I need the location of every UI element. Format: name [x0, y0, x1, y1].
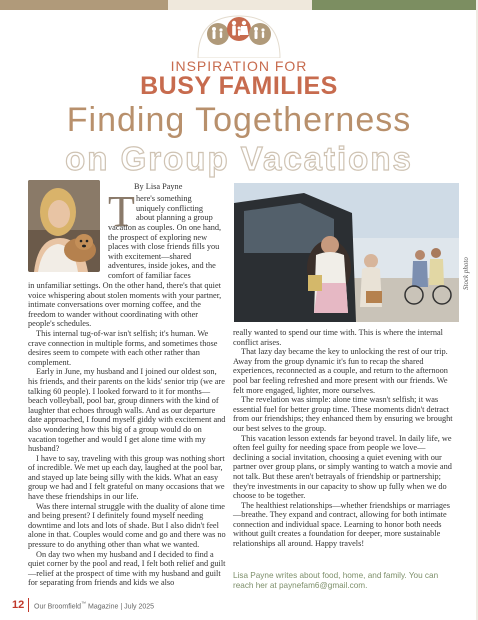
paragraph: Was there internal struggle with the duality of alone time and being present? I definitely found myself needing downtime and lots and lots of shade. But I also didn't feel alone in that. Couples would come and go and there was no pressure to do anything other than what we wanted.	[28, 501, 226, 550]
paragraph: On day two when my husband and I decided to find a quiet corner by the pool and read, I felt both relief and guilt—relief at the prospect of time with my husband and guilt for separating from friends and kids we also	[28, 549, 226, 588]
paragraph: I have to say, traveling with this group was nothing short of incredible. We met up each day, laughed at the pool bar, and stayed up late being silly with the kids. What an easy group we had and I felt grateful on many occasions that we have these friendships in our life.	[28, 453, 225, 502]
page-number: 12	[12, 599, 25, 611]
stock-photo-group-vacation	[234, 183, 459, 322]
paragraph: The revelation was simple: alone time wasn't selfish; it was essential fuel for better group time. These moments didn't detract from our friendships; they enhanced them by ensuring we brought our best selves to the group.	[233, 395, 453, 433]
folio-publication	[34, 601, 154, 610]
paragraph: That lazy day became the key to unlocking the rest of our trip. Away from the group dynamic it's fun to recap the shared experiences, reconnected as a couple, and return to the afternoon pool bar feeling refreshed and more present with our friends. We felt more engaged, lighter, more ourselves.	[233, 347, 448, 395]
intro-line: here's something	[136, 194, 192, 203]
article-headline-subline: on Group Vacations	[65, 140, 413, 177]
paragraph: vacation as couples. On one hand, the prospect of exploring new places with close friends fills you with excitement—shared adventures, inside jokes, and the comfort of familiar faces	[108, 223, 222, 280]
header-color-band-left	[0, 0, 168, 10]
publication-name: Our Broomfield	[34, 603, 82, 611]
paragraph: Early in June, my husband and I joined our oldest son, his friends, and their parents on the kids' senior trip (we are talking 60 people). I looked forward to it for months—beach volleyball, pool bar, group dinners with the kind of laughter that echoes through walls. And as our departure date approached, I found myself giddy with excitement and also wondering how this big of a group would do on vacation together and would I get alone time with my husband?	[28, 367, 226, 454]
issue-info: Magazine | July 2025	[88, 603, 155, 611]
article-column-left	[28, 281, 226, 588]
paragraph: This internal tug-of-war isn't selfish; it's human. We crave connection in multiple forms, and sometimes those desires seem to compete with each other rather than complement.	[28, 328, 218, 367]
section-title: BUSY FAMILIES	[140, 72, 338, 100]
author-bio-line: reach her at paynefam6@gmail.com.	[233, 581, 368, 590]
wrap-text-beside-photo	[108, 223, 226, 281]
paragraph: in unfamiliar settings. On the other hand, there's that quiet voice whispering about stolen moments with your partner, intimate conversations over morning coffee, and the freedom to wander without coordinating with other people's schedules.	[28, 281, 222, 329]
folio-divider	[28, 598, 29, 612]
section-eyebrow: INSPIRATION FOR	[170, 58, 308, 74]
article-headline: Finding Togetherness	[66, 101, 412, 139]
article-byline: By Lisa Payne	[134, 182, 183, 191]
photo-credit: Stock photo	[462, 257, 470, 290]
header-color-band-right	[312, 0, 478, 10]
trademark-mark: ™	[81, 601, 87, 607]
drop-cap: T	[108, 187, 135, 236]
family-silhouettes-icon	[196, 14, 282, 58]
header-color-band-middle	[168, 0, 312, 10]
intro-lines	[136, 194, 226, 223]
author-bio-line: Lisa Payne writes about food, home, and family. You can	[233, 571, 439, 580]
paragraph: really wanted to spend our time with. This is where the internal conflict arises.	[233, 328, 443, 347]
paragraph: This vacation lesson extends far beyond travel. In daily life, we often feel guilty for needing space from people we love—declining a social invitation, choosing a quiet evening with our partner over group plans, or simply wanting to watch a movie and not talk. But these aren't betrayals of friendship or partnership; they're investments in our capacity to show up fully when we do choose to be together.	[233, 433, 452, 501]
author-photo	[28, 180, 100, 272]
article-column-right	[233, 328, 456, 549]
intro-line: about planning a group	[136, 213, 213, 223]
author-bio	[233, 571, 453, 591]
paragraph: The healthiest relationships—whether friendships or marriages—breathe. They expand and contract, allowing for both intimate connection and individual space. Learning to honor both needs without guilt creates a foundation for deeper, more sustainable relationships all around. Happy travels!	[233, 500, 450, 549]
intro-line: uniquely conflicting	[136, 203, 204, 213]
